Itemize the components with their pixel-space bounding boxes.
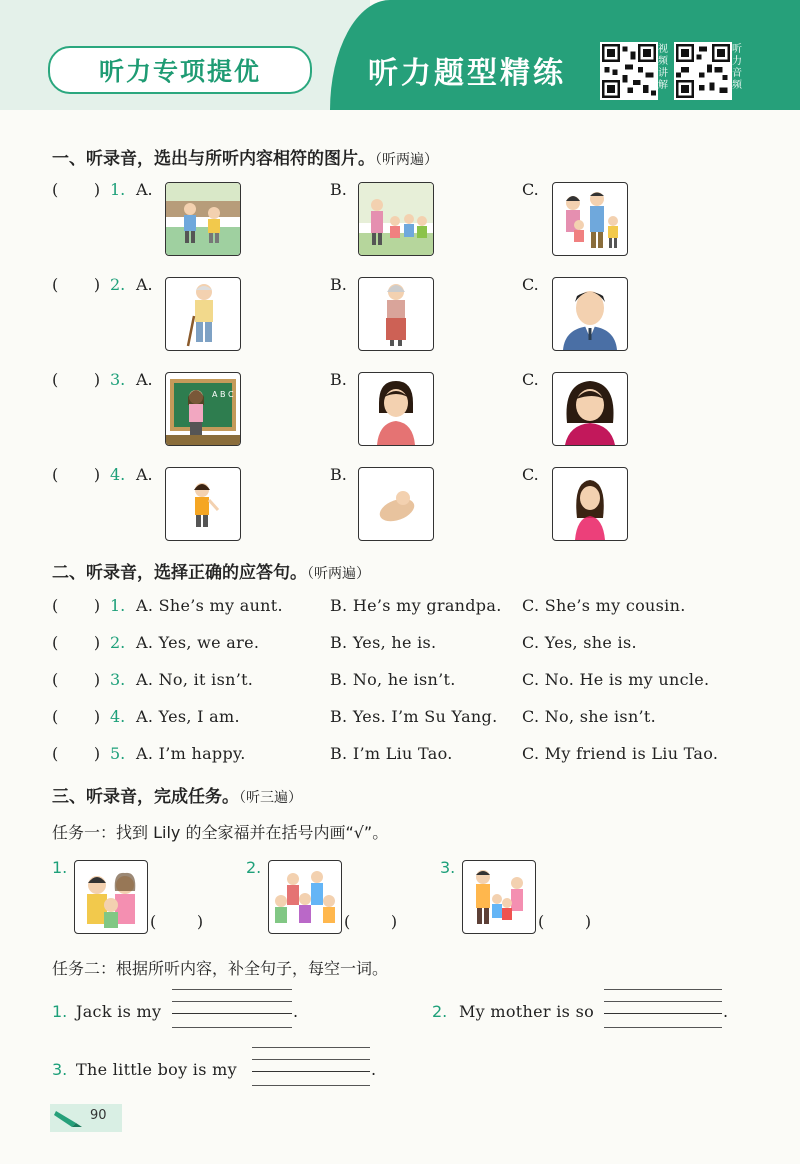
option-a-picture[interactable] bbox=[165, 182, 241, 256]
page-footer bbox=[50, 1104, 122, 1132]
girl-waving-icon bbox=[166, 468, 240, 540]
option-c-label: C. bbox=[522, 465, 539, 484]
option-a-picture[interactable] bbox=[165, 372, 241, 446]
period: . bbox=[293, 1002, 299, 1021]
large-family-icon bbox=[269, 861, 341, 933]
question-number: 2. bbox=[110, 633, 126, 652]
man-portrait-icon bbox=[553, 278, 627, 350]
option-b-label: B. bbox=[330, 180, 347, 199]
section3-heading: 三、听录音，完成任务。（听三遍） bbox=[52, 787, 302, 807]
option-c-label: C. bbox=[522, 370, 539, 389]
answer-bracket[interactable]: ( ) bbox=[52, 370, 101, 389]
task1-instruction: 任务一：找到 Lily 的全家福并在括号内画“√”。 bbox=[52, 823, 389, 842]
family-of-three-icon bbox=[75, 861, 147, 933]
sentence-number: 1. bbox=[52, 1002, 68, 1021]
option-c[interactable]: C. Yes, she is. bbox=[522, 633, 637, 652]
question-number: 5. bbox=[110, 744, 126, 763]
sentence-text: Jack is my bbox=[76, 1002, 162, 1021]
option-a[interactable]: A. Yes, I am. bbox=[136, 707, 240, 726]
answer-bracket[interactable]: ( ) bbox=[538, 912, 592, 931]
period: . bbox=[371, 1060, 377, 1079]
option-c[interactable]: C. No. He is my uncle. bbox=[522, 670, 710, 689]
answer-bracket[interactable]: ( ) bbox=[52, 744, 101, 763]
qr-code-audio-icon[interactable] bbox=[674, 42, 732, 100]
answer-bracket[interactable]: ( ) bbox=[150, 912, 204, 931]
option-a-label: A. bbox=[136, 370, 153, 389]
woman-long-hair-icon bbox=[553, 468, 627, 540]
option-b-picture[interactable] bbox=[358, 467, 434, 541]
family-photo-3[interactable] bbox=[462, 860, 536, 934]
sentence-text: The little boy is my bbox=[76, 1060, 237, 1079]
answer-blank[interactable] bbox=[604, 1013, 722, 1014]
question-number: 4. bbox=[110, 465, 126, 484]
page-title: 听力题型精练 bbox=[368, 56, 566, 91]
blackboard-text: A B C bbox=[212, 390, 234, 399]
option-c-label: C. bbox=[522, 275, 539, 294]
option-b[interactable]: B. No, he isn’t. bbox=[330, 670, 456, 689]
grandmother-icon bbox=[359, 278, 433, 350]
period: . bbox=[723, 1002, 729, 1021]
item-number: 2. bbox=[246, 858, 262, 877]
option-b[interactable]: B. I’m Liu Tao. bbox=[330, 744, 453, 763]
answer-bracket[interactable]: ( ) bbox=[52, 633, 101, 652]
guide-line bbox=[252, 1047, 370, 1048]
answer-bracket[interactable]: ( ) bbox=[52, 670, 101, 689]
option-b-picture[interactable] bbox=[358, 372, 434, 446]
qr-label-audio: 听力音频 bbox=[732, 44, 742, 91]
guide-line bbox=[604, 989, 722, 990]
option-c-picture[interactable] bbox=[552, 277, 628, 351]
option-a[interactable]: A. She’s my aunt. bbox=[136, 596, 283, 615]
option-c-label: C. bbox=[522, 180, 539, 199]
option-b-label: B. bbox=[330, 370, 347, 389]
question-number: 2. bbox=[110, 275, 126, 294]
section1-heading: 一、听录音，选出与所听内容相符的图片。（听两遍） bbox=[52, 149, 438, 169]
option-c-picture[interactable] bbox=[552, 372, 628, 446]
option-a-label: A. bbox=[136, 275, 153, 294]
option-c-picture[interactable] bbox=[552, 182, 628, 256]
answer-bracket[interactable]: ( ) bbox=[52, 596, 101, 615]
question-number: 1. bbox=[110, 596, 126, 615]
option-b[interactable]: B. Yes, he is. bbox=[330, 633, 437, 652]
series-tag: 听力专项提优 bbox=[48, 46, 312, 94]
guide-line bbox=[604, 1001, 722, 1002]
option-c[interactable]: C. My friend is Liu Tao. bbox=[522, 744, 719, 763]
sentence-text: My mother is so bbox=[459, 1002, 595, 1021]
item-number: 1. bbox=[52, 858, 68, 877]
option-b-label: B. bbox=[330, 275, 347, 294]
mother-with-children-icon bbox=[359, 183, 433, 255]
option-b-label: B. bbox=[330, 465, 347, 484]
pencil-icon bbox=[54, 1107, 84, 1129]
guide-line bbox=[252, 1059, 370, 1060]
question-number: 3. bbox=[110, 670, 126, 689]
guide-line bbox=[252, 1085, 370, 1086]
teacher-at-blackboard-icon bbox=[166, 373, 240, 445]
option-a-label: A. bbox=[136, 465, 153, 484]
guide-line bbox=[172, 1001, 292, 1002]
guide-line bbox=[172, 1027, 292, 1028]
qr-code-video-icon[interactable] bbox=[600, 42, 658, 100]
option-c[interactable]: C. She’s my cousin. bbox=[522, 596, 686, 615]
woman-portrait-icon bbox=[553, 373, 627, 445]
option-c-picture[interactable] bbox=[552, 467, 628, 541]
family-with-children-icon bbox=[553, 183, 627, 255]
page-number: 90 bbox=[90, 1108, 107, 1123]
answer-bracket[interactable]: ( ) bbox=[52, 180, 101, 199]
item-number: 3. bbox=[440, 858, 456, 877]
option-a-picture[interactable] bbox=[165, 277, 241, 351]
question-number: 1. bbox=[110, 180, 126, 199]
sentence-number: 2. bbox=[432, 1002, 448, 1021]
guide-line bbox=[604, 1027, 722, 1028]
girl-portrait-icon bbox=[359, 373, 433, 445]
question-number: 4. bbox=[110, 707, 126, 726]
family-of-four-icon bbox=[463, 861, 535, 933]
question-number: 3. bbox=[110, 370, 126, 389]
sentence-number: 3. bbox=[52, 1060, 68, 1079]
answer-blank[interactable] bbox=[252, 1071, 370, 1072]
grandfather-with-cane-icon bbox=[166, 278, 240, 350]
answer-bracket[interactable]: ( ) bbox=[52, 275, 101, 294]
option-a[interactable]: A. No, it isn’t. bbox=[136, 670, 254, 689]
option-b[interactable]: B. Yes. I’m Su Yang. bbox=[330, 707, 498, 726]
answer-bracket[interactable]: ( ) bbox=[52, 707, 101, 726]
answer-bracket[interactable]: ( ) bbox=[344, 912, 398, 931]
option-b-picture[interactable] bbox=[358, 277, 434, 351]
page-header bbox=[0, 0, 800, 110]
option-a-picture[interactable] bbox=[165, 467, 241, 541]
baby-icon bbox=[359, 468, 433, 540]
option-a-label: A. bbox=[136, 180, 153, 199]
section2-heading: 二、听录音，选择正确的应答句。（听两遍） bbox=[52, 563, 370, 583]
family-photo-2[interactable] bbox=[268, 860, 342, 934]
guide-line bbox=[172, 989, 292, 990]
option-c[interactable]: C. No, she isn’t. bbox=[522, 707, 657, 726]
answer-blank[interactable] bbox=[172, 1013, 292, 1014]
family-photo-1[interactable] bbox=[74, 860, 148, 934]
task2-instruction: 任务二：根据所听内容，补全句子，每空一词。 bbox=[52, 959, 389, 978]
option-a[interactable]: A. Yes, we are. bbox=[136, 633, 260, 652]
answer-bracket[interactable]: ( ) bbox=[52, 465, 101, 484]
option-b-picture[interactable] bbox=[358, 182, 434, 256]
option-b[interactable]: B. He’s my grandpa. bbox=[330, 596, 502, 615]
option-a[interactable]: A. I’m happy. bbox=[136, 744, 246, 763]
two-children-icon bbox=[166, 183, 240, 255]
qr-label-video: 视频讲解 bbox=[658, 44, 668, 91]
